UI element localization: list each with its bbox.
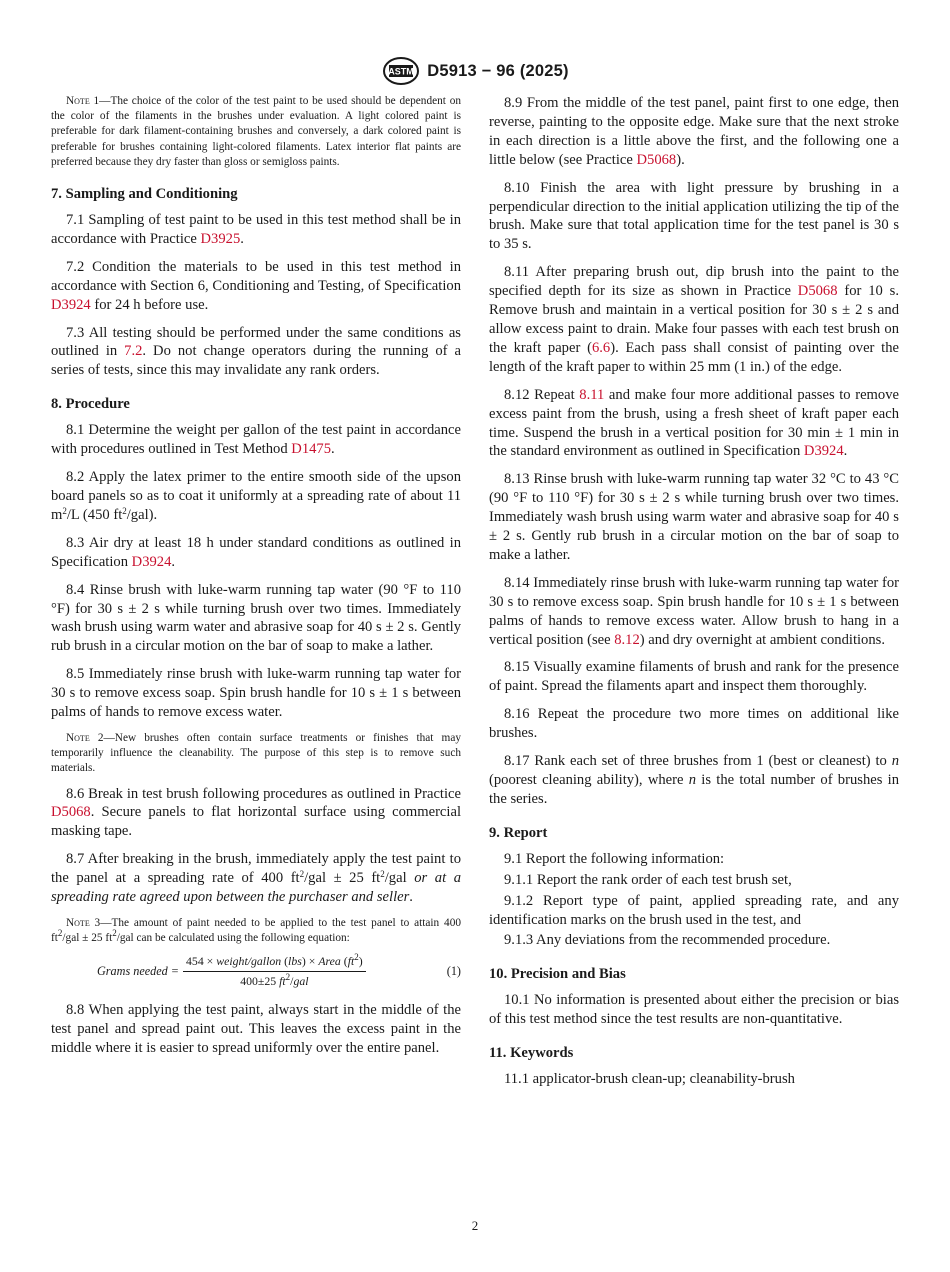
paragraph-8-14 bbox=[489, 574, 899, 650]
paragraph-8-6 bbox=[51, 785, 461, 842]
superscript: 2 bbox=[285, 972, 291, 983]
right-column bbox=[489, 94, 899, 1098]
ref-link-8-11[interactable]: 8.11 bbox=[579, 386, 605, 403]
note-text: —The choice of the color of the test paint to be used should be dependent on the color of the filaments in the brushes under evaluation. A light colored paint is preferable for dark filament-containing brushes and conversely, a dark colored paint is preferable for brushes containing light-colored filaments. Latex interior flat paints are preferred because they dry faster than gloss or semigloss paints. bbox=[51, 95, 461, 168]
text: ). Each pass shall consist of painting over the length of the kraft paper to within 25 mm (1 in.) of the edge. bbox=[489, 339, 899, 375]
text: 8.1 Determine the weight per gallon of the test paint in accordance with procedures outlined in Test Method bbox=[51, 422, 461, 458]
left-column bbox=[51, 94, 461, 1067]
ref-link-d1475[interactable]: D1475 bbox=[291, 441, 332, 458]
ref-link-d3924[interactable]: D3924 bbox=[803, 443, 844, 460]
text: ). bbox=[676, 151, 685, 168]
ref-link-8-12[interactable]: 8.12 bbox=[614, 631, 640, 648]
superscript: 2 bbox=[122, 505, 127, 516]
text: 8.2 Apply the latex primer to the entire smooth side of the upson board panels so as to coat it uniformly at a spreading rate of about 11 m bbox=[51, 469, 461, 523]
superscript: 2 bbox=[57, 928, 63, 939]
text: 8.7 After breaking in the brush, immediately apply the test paint to the panel at a spreading rate of 400 ft bbox=[51, 851, 461, 887]
text: 8.17 Rank each set of three brushes from 1 (best or cleanest) to bbox=[504, 753, 892, 770]
eq-part: ) bbox=[358, 954, 363, 969]
eq-part: 454 × bbox=[186, 954, 217, 969]
svg-text:ASTM: ASTM bbox=[388, 66, 415, 77]
paragraph-9-1-3: 9.1.3 Any deviations from the recommended procedure. bbox=[504, 932, 831, 949]
note-2 bbox=[51, 731, 461, 777]
paragraph-11-1: 11.1 applicator-brush clean-up; cleanability-brush bbox=[504, 1071, 795, 1088]
eq-part: weight/gallon bbox=[216, 954, 282, 969]
text: . bbox=[409, 889, 413, 906]
note-text: —The amount of paint needed to be applied to the test panel to attain 400 ft bbox=[51, 917, 461, 945]
eq-part: / bbox=[290, 974, 294, 989]
paragraph-8-12 bbox=[489, 386, 899, 462]
ref-link-d3925[interactable]: D3925 bbox=[200, 230, 241, 247]
text: is the total number of brushes in the series. bbox=[489, 772, 900, 807]
paragraph-7-1 bbox=[51, 211, 461, 249]
text: 7.3 All testing should be performed under the same conditions as outlined in bbox=[51, 324, 461, 360]
paragraph-9-1-2: 9.1.2 Report type of paint, applied spreading rate, and any identification marks on the brush used in the test, and bbox=[489, 892, 899, 928]
note-text: /gal can be calculated using the following equation: bbox=[116, 932, 350, 945]
text: /gal bbox=[384, 870, 415, 887]
section-heading-8: 8. Procedure bbox=[51, 396, 130, 413]
paragraph-10-1: 10.1 No information is presented about either the precision or bias of this test method since the test results are non-quantitative. bbox=[489, 992, 899, 1028]
italic-variable: n bbox=[891, 753, 899, 770]
note-1 bbox=[51, 94, 461, 170]
note-label: Note 2 bbox=[66, 731, 104, 744]
paragraph-9-1-1: 9.1.1 Report the rank order of each test brush set, bbox=[504, 871, 792, 888]
page-header bbox=[0, 54, 950, 88]
paragraph-9-1: 9.1 Report the following information: bbox=[504, 850, 725, 867]
paragraph-8-11 bbox=[489, 263, 899, 376]
text: for 10 s. Remove brush and maintain in a vertical position for 30 s ± 2 s and allow excess paint to drain. Make four passes with each test brush on the kraft paper ( bbox=[489, 283, 899, 356]
text: . Secure panels to flat horizontal surface using commercial masking tape. bbox=[51, 804, 461, 840]
equation-number: (1) bbox=[446, 964, 461, 979]
equation-denominator bbox=[240, 972, 308, 989]
equation-lhs: Grams needed = bbox=[97, 964, 180, 979]
text: 8.9 From the middle of the test panel, paint first to one edge, then reverse, painting to the opposite edge. Make sure that the next stroke in each direction is a little above the first, and the following one a little below (see Practice bbox=[489, 95, 899, 168]
ref-link-d5068[interactable]: D5068 bbox=[51, 804, 91, 821]
section-heading-11: 11. Keywords bbox=[489, 1045, 574, 1062]
text: ) and dry overnight at ambient conditions. bbox=[639, 631, 885, 648]
paragraph-8-8: 8.8 When applying the test paint, always start in the middle of the test panel and spread paint out. This leaves the excess paint in the middle where it is easier to spread uniformly over the entire panel. bbox=[51, 1002, 461, 1057]
eq-part: ( bbox=[281, 954, 289, 969]
paragraph-8-10: 8.10 Finish the area with light pressure by brushing in a perpendicular direction to the initial application utilizing the tip of the brush. Make sure that total application time for the test panel is 30 s to 35 s. bbox=[489, 179, 899, 253]
ref-link-6-6[interactable]: 6.6 bbox=[591, 339, 611, 356]
section-heading-10: 10. Precision and Bias bbox=[489, 966, 626, 983]
text: 8.11 After preparing brush out, dip brush into the paint to the specified depth for its size as shown in Practice bbox=[489, 264, 899, 300]
eq-part: gal bbox=[293, 974, 309, 989]
text: 7.1 Sampling of test paint to be used in this test method shall be in accordance with Practice bbox=[51, 212, 461, 247]
text: 8.12 Repeat bbox=[504, 386, 580, 403]
paragraph-7-2 bbox=[51, 258, 461, 315]
ref-link-d5068[interactable]: D5068 bbox=[636, 151, 677, 168]
italic-text: or at a spreading rate agreed upon between the purchaser and seller bbox=[51, 870, 461, 906]
paragraph-8-3 bbox=[51, 534, 461, 572]
equation-fraction bbox=[183, 954, 366, 989]
text: . bbox=[843, 443, 848, 460]
ref-link-7-2[interactable]: 7.2 bbox=[124, 343, 143, 360]
text: 8.6 Break in test brush following procedures as outlined in Practice bbox=[66, 785, 461, 802]
eq-part: ft bbox=[347, 954, 355, 969]
page-number: 2 bbox=[471, 1218, 479, 1233]
superscript: 2 bbox=[299, 869, 305, 880]
note-text: /gal ± 25 ft bbox=[62, 932, 113, 945]
eq-part: ) × bbox=[301, 954, 319, 969]
note-label: Note 1 bbox=[66, 95, 100, 107]
text: (poorest cleaning ability), where bbox=[489, 772, 689, 788]
paragraph-8-4: 8.4 Rinse brush with luke-warm running tap water (90 °F to 110 °F) for 30 s ± 2 s while turning brush over two times. Immediately wash brush using warm water and abrasive soap for 40 s ± 2 s. Gently rub brush in a circular motion on the bar of soap to make a lather. bbox=[51, 581, 461, 655]
text: and make four more additional passes to remove excess paint from the brush, using a fresh sheet of kraft paper each time. Suspend the brush in a vertical position for 30 min ± 1 min in the standard environment as outlined in Specification bbox=[489, 386, 899, 460]
superscript: 2 bbox=[112, 928, 117, 939]
note-3 bbox=[51, 916, 461, 946]
text: for 24 h before use. bbox=[90, 296, 209, 313]
ref-link-d3924[interactable]: D3924 bbox=[51, 296, 91, 313]
paragraph-8-16: 8.16 Repeat the procedure two more times on additional like brushes. bbox=[489, 706, 899, 742]
section-heading-9: 9. Report bbox=[489, 824, 548, 841]
paragraph-7-3 bbox=[51, 324, 461, 381]
eq-part: ft bbox=[279, 974, 286, 989]
astm-logo-icon bbox=[381, 56, 421, 86]
eq-part: ( bbox=[340, 954, 348, 969]
superscript: 2 bbox=[354, 952, 359, 963]
paragraph-8-1 bbox=[51, 421, 461, 459]
italic-variable: n bbox=[688, 772, 697, 788]
equation-1 bbox=[51, 954, 461, 989]
eq-part: Area bbox=[318, 954, 341, 969]
superscript: 2 bbox=[380, 869, 385, 880]
eq-part: 400±25 bbox=[240, 974, 280, 989]
text: /gal). bbox=[126, 506, 158, 523]
document-designation: D5913 − 96 (2025) bbox=[427, 61, 569, 80]
superscript: 2 bbox=[62, 505, 67, 516]
paragraph-8-7 bbox=[51, 850, 461, 907]
text: 7.2 Condition the materials to be used in this test method in accordance with Section 6, Conditioning and Testing, of Specification bbox=[51, 258, 461, 294]
text: . bbox=[240, 230, 244, 247]
note-label: Note 3 bbox=[66, 917, 101, 929]
ref-link-d3924[interactable]: D3924 bbox=[131, 553, 172, 570]
text: /L (450 ft bbox=[66, 506, 123, 523]
eq-part: lbs bbox=[288, 954, 302, 969]
text: 8.3 Air dry at least 18 h under standard conditions as outlined in Specification bbox=[51, 534, 461, 570]
ref-link-d5068[interactable]: D5068 bbox=[797, 283, 838, 300]
paragraph-8-9 bbox=[489, 94, 899, 170]
text: . Do not change operators during the running of a series of tests, since this may invalidate any rank orders. bbox=[51, 343, 461, 379]
paragraph-8-13: 8.13 Rinse brush with luke-warm running tap water 32 °C to 43 °C (90 °F to 110 °F) for 30 s ± 2 s while turning brush over two times. Immediately wash brush using warm water and abrasive soap for 40 s ± 2 s. Gently rub brush in a circular motion on the bar of soap to make a lather. bbox=[489, 471, 899, 563]
note-text: —New brushes often contain surface treatments or finishes that may temporarily influence the cleanability. The purpose of this step is to remove such materials. bbox=[51, 731, 461, 775]
paragraph-8-15: 8.15 Visually examine filaments of brush and rank for the presence of paint. Spread the filaments apart and inspect them thoroughly. bbox=[489, 659, 899, 695]
paragraph-8-17 bbox=[489, 752, 899, 809]
text: . bbox=[171, 553, 176, 570]
text: /gal ± 25 ft bbox=[304, 870, 381, 887]
text: 8.14 Immediately rinse brush with luke-warm running tap water for 30 s to remove excess soap. Spin brush handle for 10 s ± 1 s between palms of hands to remove excess water. Allow brush to hang in a vertical position (see bbox=[489, 574, 899, 648]
paragraph-8-5: 8.5 Immediately rinse brush with luke-warm running tap water for 30 s to remove excess soap. Spin brush handle for 10 s ± 1 s between palms of hands to remove excess water. bbox=[51, 666, 461, 721]
text: . bbox=[331, 441, 335, 458]
paragraph-8-2 bbox=[51, 468, 461, 525]
equation-numerator bbox=[183, 954, 366, 972]
section-heading-7: 7. Sampling and Conditioning bbox=[51, 186, 238, 203]
